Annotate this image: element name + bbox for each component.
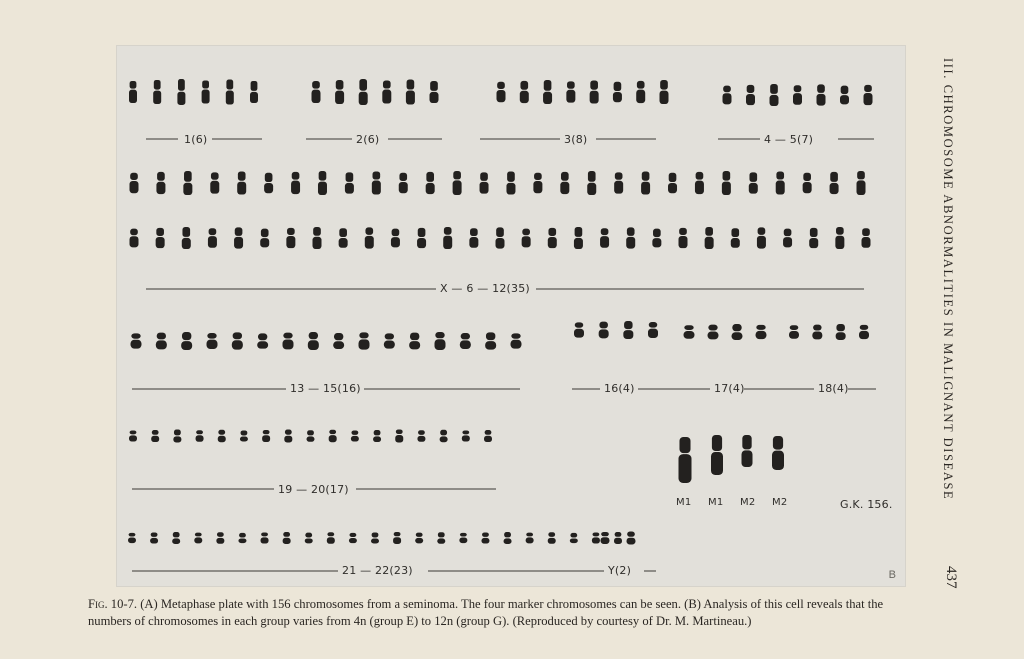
chromosome: [522, 229, 531, 248]
caption-label: Fig. 10-7.: [88, 597, 138, 611]
chromosome: [359, 332, 370, 349]
chromosome: [183, 171, 192, 195]
chromosome: [291, 172, 300, 194]
chromosome: [130, 173, 139, 193]
marker-label: M1: [676, 497, 692, 508]
group-label-19-20: 19 — 20(17): [278, 483, 349, 496]
chromosome: [283, 532, 291, 544]
caption-text: (A) Metaphase plate with 156 chromosomes from a seminoma. The four marker chromosomes can be seen. (B) Analysis of this cell reveals that the numbers of chromosomes in each group varies from 4n (group E) to 12n (group G). (Reproduced by courtesy of Dr. M. Martineau.): [88, 597, 884, 628]
chromosome: [731, 228, 740, 248]
chromosome: [526, 533, 534, 544]
chromosome: [194, 533, 202, 544]
chromosome: [679, 437, 692, 483]
chromosome: [150, 532, 158, 543]
chromosome: [772, 436, 784, 470]
chromosome: [261, 532, 269, 543]
chromosome: [708, 325, 719, 340]
chromosome: [548, 228, 557, 248]
chromosome: [453, 171, 462, 195]
chromosome: [648, 322, 658, 338]
chromosome: [746, 85, 755, 105]
group-label-21-22: 21 — 22(23): [342, 564, 413, 577]
chromosome: [574, 227, 583, 249]
chromosome: [232, 332, 243, 349]
chromosome: [399, 173, 408, 193]
chromosome: [173, 430, 181, 443]
chromosome: [817, 84, 826, 105]
chromosome: [812, 325, 822, 340]
chromosome: [234, 227, 243, 248]
chromosome: [156, 333, 167, 350]
chromosome: [202, 80, 210, 103]
chromosome: [599, 322, 609, 339]
chromosome: [462, 430, 470, 441]
chromosome: [742, 435, 753, 467]
chromosome: [460, 333, 471, 349]
chromosome: [480, 172, 489, 193]
chromosome: [333, 333, 344, 349]
group-label-18: 18(4): [818, 382, 849, 395]
chromosome: [172, 532, 180, 544]
group-label-3: 3(8): [564, 133, 588, 146]
chromosome: [240, 430, 248, 441]
chromosome: [836, 324, 846, 340]
chromosome: [128, 533, 136, 543]
chromosome: [238, 533, 246, 543]
chromosome: [393, 532, 401, 544]
chromosome: [641, 171, 650, 194]
chromosome: [481, 532, 489, 543]
chromosome: [783, 229, 792, 248]
chromosome: [359, 79, 368, 105]
chromosome: [862, 228, 871, 248]
chromosome: [131, 333, 142, 348]
marker-label: M1: [708, 497, 724, 508]
chromosome: [506, 171, 515, 194]
chromosome: [443, 227, 452, 249]
karyotype-figure: [116, 45, 906, 587]
chromosome: [864, 85, 873, 105]
chromosome: [329, 430, 337, 443]
chromosome: [345, 172, 354, 193]
chromosome: [284, 430, 292, 443]
panel-letter: B: [888, 569, 896, 581]
chromosome: [437, 532, 445, 544]
group-label-x-6-12: X — 6 — 12(35): [440, 282, 530, 295]
chromosome: [308, 332, 319, 350]
chromosome: [614, 532, 622, 544]
chromosome: [435, 332, 446, 350]
chromosome: [566, 81, 575, 102]
chromosome: [789, 325, 799, 339]
chromosome: [371, 532, 379, 543]
chromosome: [156, 228, 165, 248]
chromosome: [210, 172, 219, 193]
chromosome: [264, 173, 273, 193]
chromosome: [660, 80, 669, 104]
chromosome: [652, 229, 661, 248]
chromosome: [318, 171, 327, 195]
chromosome: [373, 430, 381, 442]
chromosome: [430, 81, 439, 103]
chromosome: [496, 227, 505, 248]
chromosome: [196, 430, 204, 442]
chromosome: [548, 532, 556, 544]
chromosome: [592, 532, 600, 543]
chromosome: [626, 227, 635, 248]
group-label-16: 16(4): [604, 382, 635, 395]
marker-label: M2: [772, 497, 788, 508]
chromosome: [151, 430, 159, 442]
chromosome: [485, 332, 496, 349]
chromosome: [129, 430, 137, 441]
chromosome: [504, 532, 512, 544]
group-label-y: Y(2): [608, 564, 632, 577]
group-label-2: 2(6): [356, 133, 380, 146]
chromosome: [384, 333, 395, 348]
chromosome: [351, 430, 359, 441]
chromosome: [590, 80, 599, 103]
chromosome: [262, 430, 270, 442]
chromosome: [614, 172, 623, 193]
chromosome: [459, 533, 467, 543]
group-label-17: 17(4): [714, 382, 745, 395]
chromosome: [859, 325, 869, 339]
chromosome: [511, 333, 522, 348]
chromosome: [226, 79, 234, 104]
group-label-4-5: 4 — 5(7): [764, 133, 814, 146]
chromosome: [776, 171, 785, 194]
chromosome: [570, 533, 578, 543]
chromosome: [312, 81, 321, 103]
chromosome: [313, 227, 322, 249]
chromosome: [857, 171, 866, 195]
running-title: III. CHROMOSOME ABNORMALITIES IN MALIGNANT DISEASE: [941, 58, 955, 501]
chromosome: [749, 172, 758, 193]
chromosome: [469, 228, 478, 248]
page-number: 437: [943, 566, 959, 589]
chromosome: [574, 322, 584, 337]
chromosome: [732, 324, 743, 340]
chromosome: [372, 171, 381, 194]
chromosome: [365, 227, 374, 248]
chromosome: [307, 430, 315, 442]
karyotype-plate: [116, 45, 906, 587]
chromosome: [218, 430, 226, 443]
chromosome: [520, 81, 529, 103]
chromosome: [208, 228, 217, 248]
group-label-13-15: 13 — 15(16): [290, 382, 361, 395]
chromosome: [426, 172, 435, 194]
chromosome: [756, 325, 767, 339]
chromosome: [286, 228, 295, 248]
chromosome: [335, 80, 344, 104]
chromosome: [684, 325, 695, 339]
chromosome: [406, 79, 415, 104]
chromosome: [417, 228, 426, 248]
chromosome: [207, 333, 218, 349]
chromosome: [695, 172, 704, 194]
group-label-1: 1(6): [184, 133, 208, 146]
chromosome: [409, 333, 420, 350]
chromosome: [533, 173, 542, 193]
chromosome: [153, 80, 161, 104]
chromosome: [349, 533, 357, 543]
chromosome: [636, 81, 645, 103]
chromosome: [182, 227, 191, 249]
signature: G.K. 156.: [840, 498, 893, 511]
chromosome: [543, 80, 552, 104]
chromosome: [560, 172, 569, 194]
chromosome: [705, 227, 714, 249]
chromosome: [250, 81, 258, 103]
chromosome: [260, 229, 269, 248]
chromosome: [587, 171, 596, 195]
chromosome: [327, 532, 335, 544]
chromosome: [723, 86, 732, 105]
figure-caption: [88, 596, 926, 629]
chromosome: [391, 229, 400, 248]
chromosome: [835, 227, 844, 249]
chromosome: [484, 430, 492, 442]
chromosome: [497, 82, 506, 102]
chromosome: [830, 172, 839, 194]
chromosome: [257, 333, 268, 348]
chromosome: [613, 82, 622, 102]
chromosome: [770, 84, 779, 106]
chromosome: [130, 229, 139, 248]
chromosome: [679, 228, 688, 248]
chromosome: [840, 86, 849, 105]
chromosome: [283, 333, 294, 350]
chromosome: [757, 227, 766, 248]
chromosome: [382, 80, 391, 103]
chromosome: [601, 532, 610, 544]
chromosome: [722, 171, 731, 195]
chromosome: [440, 430, 448, 443]
chromosome: [177, 79, 185, 105]
chromosome: [627, 532, 636, 545]
chromosome: [216, 532, 224, 544]
chromosome: [305, 533, 313, 544]
chromosome: [129, 81, 137, 103]
chromosome: [668, 173, 677, 193]
chromosome: [395, 430, 403, 443]
chromosome: [803, 173, 812, 193]
chromosome: [181, 332, 192, 350]
chromosome: [623, 321, 633, 339]
chromosome: [600, 228, 609, 248]
chromosome: [809, 228, 818, 248]
chromosome: [339, 228, 348, 248]
marker-label: M2: [740, 497, 756, 508]
chromosome: [417, 430, 425, 442]
chromosome: [237, 171, 246, 194]
chromosome: [156, 172, 165, 194]
chromosome: [793, 85, 802, 105]
chromosome: [711, 435, 723, 475]
chromosome: [415, 533, 423, 544]
